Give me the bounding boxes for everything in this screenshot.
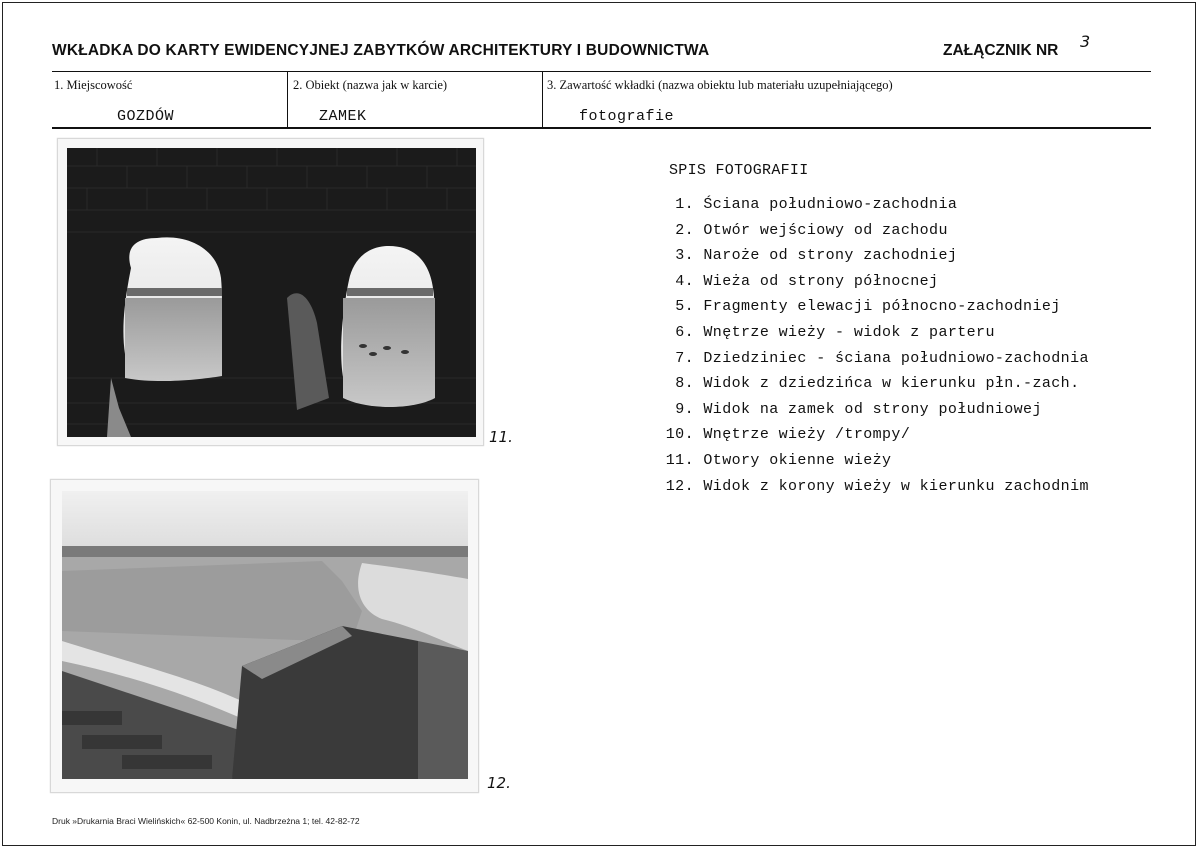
list-item-number: 3.: [675, 247, 694, 265]
list-item-number: 12.: [665, 477, 694, 495]
list-item-number: 1.: [675, 196, 694, 213]
list-item-text: Fragmenty elewacji północno-zachodniej: [703, 298, 1061, 316]
locality-value: GOZDÓW: [117, 108, 175, 125]
photo-list: [656, 195, 1089, 502]
form-title: WKŁADKA DO KARTY EWIDENCYJNEJ ZABYTKÓW ARCHITEKTURY I BUDOWNICTWA: [52, 42, 710, 59]
list-item: [656, 246, 1089, 272]
list-item: [656, 451, 1089, 477]
annex-label: ZAŁĄCZNIK NR: [943, 42, 1059, 59]
annex-number: 3: [1080, 32, 1091, 51]
list-item-number: 7.: [675, 349, 694, 367]
list-item: [656, 221, 1089, 247]
contents-label: 3. Zawartość wkładki (nazwa obiektu lub materiału uzupełniającego): [547, 78, 893, 92]
list-item-number: 11.: [665, 451, 694, 469]
list-item: [656, 323, 1089, 349]
list-item-text: Dziedziniec - ściana południowo-zachodnia: [703, 349, 1089, 367]
list-item: [656, 349, 1089, 375]
list-item-number: 10.: [665, 426, 694, 444]
contents-value: fotografie: [579, 108, 675, 125]
object-value: ZAMEK: [319, 108, 367, 125]
list-item-number: 2.: [675, 221, 694, 239]
locality-label: 1. Miejscowość: [54, 78, 133, 92]
header-rule-bottom: [52, 127, 1151, 129]
photo-view-from-tower: [62, 491, 468, 779]
list-item: [656, 477, 1089, 503]
object-label: 2. Obiekt (nazwa jak w karcie): [293, 78, 448, 92]
header-rule-top: [52, 71, 1151, 72]
list-item-number: 9.: [675, 400, 694, 418]
list-item-text: Widok z korony wieży w kierunku zachodnim: [703, 477, 1089, 495]
list-item-text: Wnętrze wieży /trompy/: [703, 426, 911, 444]
list-item: [656, 374, 1089, 400]
field-divider-1: [287, 72, 288, 127]
list-item: [656, 195, 1089, 221]
list-item-number: 6.: [675, 323, 694, 341]
list-item-text: Otwór wejściowy od zachodu: [703, 221, 948, 239]
printer-imprint: Druk »Drukarnia Braci Wielińskich« 62-500 Konin, ul. Nadbrzeżna 1; tel. 42-82-72: [52, 816, 360, 826]
list-item: [656, 400, 1089, 426]
list-item: [656, 425, 1089, 451]
list-item-text: Ściana południowo-zachodnia: [703, 196, 958, 213]
photo-number-11: 11.: [489, 428, 513, 446]
list-item-number: 8.: [675, 375, 694, 393]
list-item-text: Otwory okienne wieży: [703, 451, 892, 469]
photo-number-12: 12.: [487, 774, 511, 792]
photo-window-openings: [67, 148, 476, 437]
list-item-text: Wnętrze wieży - widok z parteru: [703, 323, 995, 341]
photo-list-title: SPIS FOTOGRAFII: [669, 162, 809, 179]
list-item: [656, 297, 1089, 323]
list-item-number: 4.: [675, 272, 694, 290]
list-item-text: Widok z dziedzińca w kierunku płn.-zach.: [703, 375, 1080, 393]
list-item-text: Widok na zamek od strony południowej: [703, 400, 1042, 418]
list-item-text: Wieża od strony północnej: [703, 272, 939, 290]
list-item: [656, 272, 1089, 298]
field-divider-2: [542, 72, 543, 127]
list-item-text: Naroże od strony zachodniej: [703, 247, 958, 265]
list-item-number: 5.: [675, 298, 694, 316]
